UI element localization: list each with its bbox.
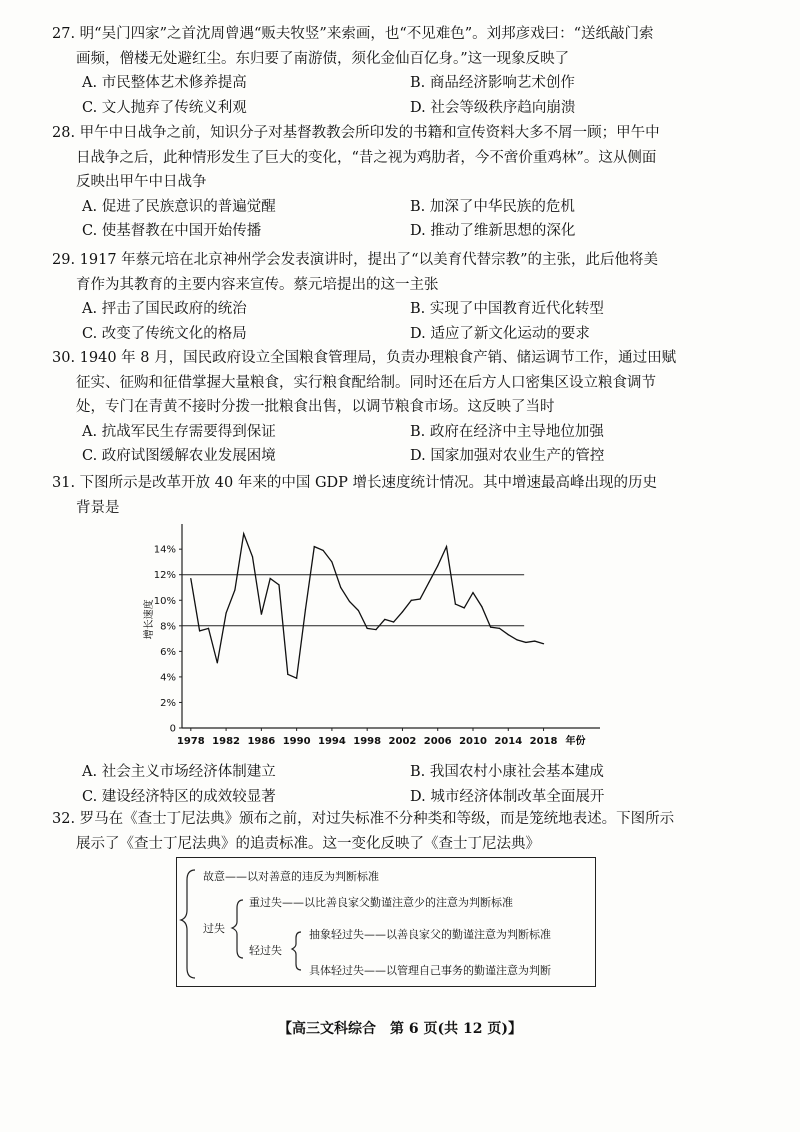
question-31-line-2: 背景是 — [76, 499, 120, 516]
option-d: D. 城市经济体制改革全面展开 — [410, 788, 605, 805]
question-28-line-1: 28. 甲午中日战争之前，知识分子对基督教教会所印发的书籍和宣传资料大多不屑一顾；甲午中 — [52, 125, 660, 141]
data-point — [225, 612, 226, 613]
question-30-line-1: 30. 1940 年 8 月，国民政府设立全国粮食管理局，负责办理粮食产销、储运调节工作，通过田赋 — [52, 350, 677, 366]
y-tick-label: 0 — [169, 723, 176, 735]
data-point — [516, 639, 517, 640]
outer-brace — [181, 870, 195, 978]
data-point — [525, 642, 526, 643]
option-a: A. 社会主义市场经济体制建立 — [82, 764, 276, 780]
data-point — [331, 561, 332, 562]
option-b: B. 政府在经济中主导地位加强 — [410, 423, 604, 440]
y-tick-label: 14% — [153, 544, 176, 556]
data-point — [287, 674, 288, 675]
data-point — [234, 589, 235, 590]
slight-negligence-label: 轻过失 — [249, 944, 282, 957]
data-point — [322, 550, 323, 551]
x-tick-label: 1982 — [212, 736, 241, 747]
data-point — [384, 619, 385, 620]
question-31-options — [52, 760, 732, 809]
data-point — [481, 606, 482, 607]
data-point — [243, 533, 244, 534]
data-point — [419, 598, 420, 599]
data-point — [446, 546, 447, 547]
question-30-line-3: 处，专门在青黄不接时分拨一批粮食出售，以调节粮食市场。这反映了当时 — [76, 399, 555, 415]
question-32-line-1: 32. 罗马在《查士丁尼法典》颁布之前，对过失标准不分种类和等级，而是笼统地表述。下图所示 — [52, 811, 675, 827]
middle-brace — [232, 900, 243, 958]
y-tick-label: 6% — [160, 646, 176, 658]
data-point — [190, 578, 191, 579]
option-c: C. 文人抛弃了传统义利观 — [82, 99, 247, 116]
data-point — [270, 578, 271, 579]
x-tick-label: 2014 — [494, 736, 523, 747]
option-c: C. 政府试图缓解农业发展困境 — [82, 448, 276, 464]
question-27 — [52, 22, 732, 120]
data-point — [393, 621, 394, 622]
data-point — [411, 600, 412, 601]
y-tick-label: 4% — [160, 672, 176, 684]
option-c: C. 使基督教在中国开始传播 — [82, 223, 262, 239]
negligence-label: 过失 — [203, 922, 225, 935]
y-tick-label: 2% — [160, 697, 176, 709]
data-point — [296, 678, 297, 679]
option-a: A. 促进了民族意识的普遍觉醒 — [82, 198, 276, 215]
concrete-slight-negligence-standard: 具体轻过失——以管理自己事务的勤谨注意为判断 — [309, 964, 551, 977]
option-d: D. 国家加强对农业生产的管控 — [410, 448, 605, 464]
x-tick-label: 1990 — [282, 736, 311, 747]
question-30 — [52, 346, 732, 469]
question-30-line-2: 征实、征购和征借掌握大量粮食，实行粮食配给制。同时还在后方人口密集区设立粮食调节 — [76, 374, 656, 391]
data-point — [349, 601, 350, 602]
question-28-line-2: 日战争之后，此种情形发生了巨大的变化，“昔之视为鸡肋者，今不啻价重鸡林”。这从侧面 — [76, 149, 657, 166]
gdp-chart-svg — [130, 520, 630, 760]
data-point — [375, 629, 376, 630]
data-point — [199, 630, 200, 631]
data-point — [464, 607, 465, 608]
y-tick-label: 10% — [153, 595, 176, 607]
data-point — [437, 565, 438, 566]
x-tick-label: 2002 — [388, 736, 417, 747]
data-point — [367, 628, 368, 629]
y-tick-label: 8% — [160, 621, 176, 633]
abstract-slight-negligence-standard: 抽象轻过失——以善良家父的勤谨注意为判断标准 — [309, 928, 551, 941]
question-28 — [52, 121, 732, 244]
gdp-growth-line — [191, 534, 544, 678]
gross-negligence-standard: 重过失——以比善良家父勤谨注意少的注意为判断标准 — [249, 896, 513, 909]
x-tick-label: 1998 — [353, 736, 382, 747]
data-point — [490, 626, 491, 627]
question-31 — [52, 471, 732, 520]
data-point — [217, 662, 218, 663]
data-point — [340, 587, 341, 588]
option-a: A. 抗战军民生存需要得到保证 — [82, 423, 276, 440]
y-tick-label: 12% — [153, 570, 176, 582]
option-c: C. 建设经济特区的成效较显著 — [82, 788, 276, 805]
x-tick-label: 2006 — [423, 736, 452, 747]
option-c: C. 改变了传统文化的格局 — [82, 325, 247, 342]
data-point — [314, 546, 315, 547]
x-tick-label: 2010 — [459, 736, 487, 747]
inner-brace — [292, 932, 301, 970]
question-29 — [52, 248, 732, 346]
data-point — [428, 582, 429, 583]
x-tick-label: 1978 — [176, 736, 205, 747]
data-point — [499, 628, 500, 629]
option-d: D. 社会等级秩序趋向崩溃 — [410, 99, 576, 116]
option-a: A. 抨击了国民政府的统治 — [82, 301, 247, 317]
data-point — [534, 641, 535, 642]
option-d: D. 推动了维新思想的深化 — [410, 223, 576, 239]
page-footer: 【高三文科综合 第 6 页(共 12 页)】 — [278, 1021, 522, 1037]
data-point — [278, 584, 279, 585]
data-point — [402, 611, 403, 612]
question-27-line-2: 画频，僧楼无处避红尘。东归要了南游债，须化金仙百亿身。”这一现象反映了 — [76, 50, 570, 67]
data-point — [305, 609, 306, 610]
question-32-line-2: 展示了《查士丁尼法典》的追责标准。这一变化反映了《查士丁尼法典》 — [76, 835, 540, 852]
option-b: B. 加深了中华民族的危机 — [410, 198, 575, 215]
x-tick-label: 1994 — [317, 736, 346, 747]
question-31-line-1: 31. 下图所示是改革开放 40 年来的中国 GDP 增长速度统计情况。其中增速最高峰出现的历史 — [52, 475, 658, 491]
data-point — [472, 592, 473, 593]
x-tick-label: 2018 — [529, 736, 558, 747]
gdp-growth-chart — [130, 520, 630, 760]
question-27-line-1: 27. 明“吴门四家”之首沈周曾遇“贩夫牧竖”来索画，也“不见难色”。刘邦彦戏曰：“送纸敲门索 — [52, 26, 654, 42]
data-point — [208, 628, 209, 629]
liability-standard-diagram — [176, 857, 596, 987]
x-tick-label: 1986 — [247, 736, 276, 747]
intent-standard: 故意——以对善意的违反为判断标准 — [203, 870, 379, 883]
question-29-line-1: 29. 1917 年蔡元培在北京神州学会发表演讲时，提出了“以美育代替宗教”的主张，此后他将美 — [52, 252, 659, 268]
option-b: B. 我国农村小康社会基本建成 — [410, 764, 604, 780]
data-point — [508, 634, 509, 635]
option-b: B. 商品经济影响艺术创作 — [410, 75, 575, 91]
data-point — [543, 643, 544, 644]
question-32 — [52, 807, 732, 856]
x-axis-label: 年份 — [565, 736, 586, 747]
y-axis-label: 增长速度 — [144, 599, 155, 640]
data-point — [455, 603, 456, 604]
question-28-line-3: 反映出甲午中日战争 — [76, 174, 207, 190]
option-b: B. 实现了中国教育近代化转型 — [410, 301, 604, 317]
data-point — [358, 610, 359, 611]
data-point — [252, 556, 253, 557]
question-29-line-2: 育作为其教育的主要内容来宣传。蔡元培提出的这一主张 — [76, 276, 439, 293]
data-point — [261, 614, 262, 615]
option-d: D. 适应了新文化运动的要求 — [410, 325, 590, 342]
option-a: A. 市民整体艺术修养提高 — [82, 75, 247, 91]
